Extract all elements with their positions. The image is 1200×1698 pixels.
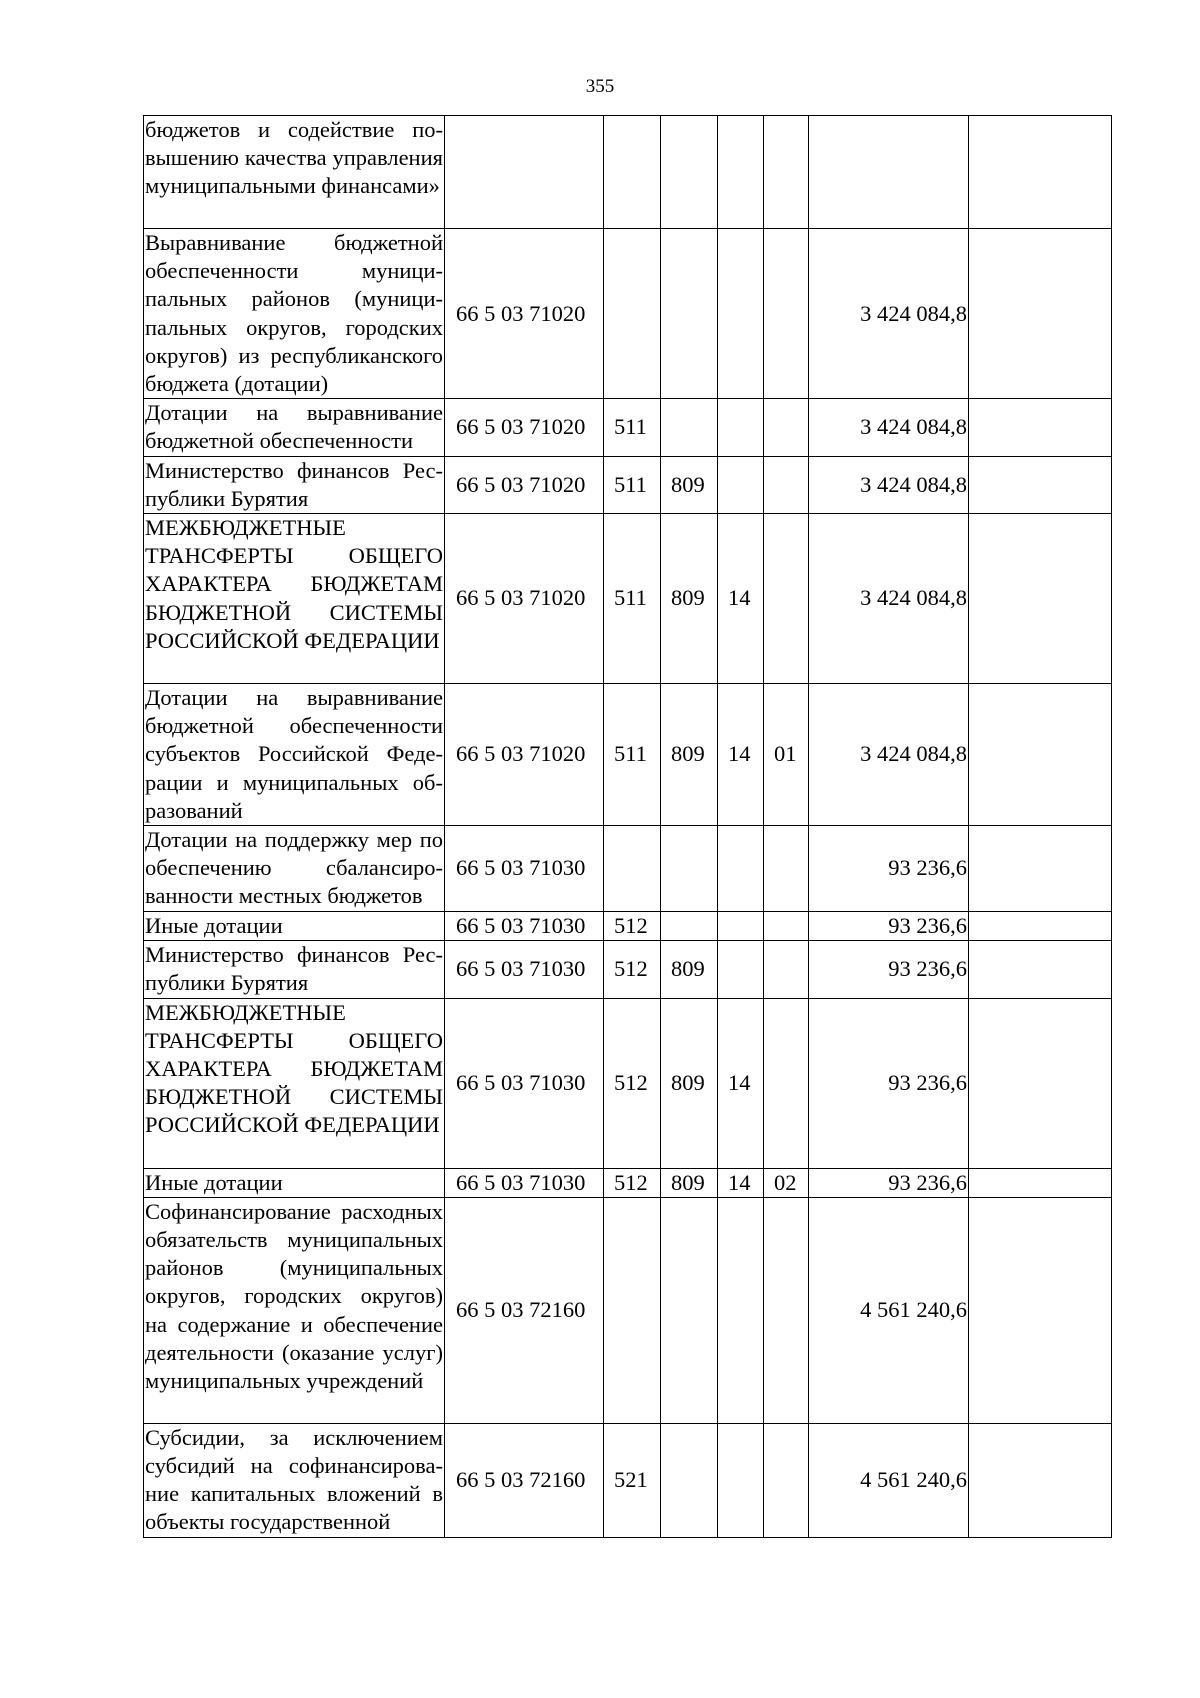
target-article-code: 66 5 03 71030 <box>445 1168 604 1197</box>
table-row <box>144 912 1112 941</box>
section-code: 14 <box>718 1168 764 1197</box>
extra-column <box>969 456 1112 513</box>
amount <box>809 116 969 229</box>
expense-type-code: 512 <box>604 941 661 998</box>
amount: 93 236,6 <box>809 998 969 1168</box>
target-article-code: 66 5 03 71020 <box>445 456 604 513</box>
table-row <box>144 399 1112 456</box>
row-name: Выравнивание бюджетной обеспеченности муниципальных районов (муниципальных округов, городских округов) из республиканского бюджета (дотации) <box>144 229 445 399</box>
expense-type-code <box>604 826 661 912</box>
expense-type-code: 511 <box>604 684 661 826</box>
extra-column <box>969 826 1112 912</box>
extra-column <box>969 1197 1112 1423</box>
amount: 3 424 084,8 <box>809 514 969 684</box>
amount: 93 236,6 <box>809 941 969 998</box>
amount: 4 561 240,6 <box>809 1423 969 1537</box>
expense-type-code: 512 <box>604 912 661 941</box>
ministry-code <box>661 1423 718 1537</box>
target-article-code: 66 5 03 71020 <box>445 684 604 826</box>
extra-column <box>969 998 1112 1168</box>
expense-type-code: 511 <box>604 514 661 684</box>
target-article-code: 66 5 03 71020 <box>445 229 604 399</box>
expense-type-code <box>604 229 661 399</box>
section-code <box>718 941 764 998</box>
extra-column <box>969 912 1112 941</box>
table-row <box>144 998 1112 1168</box>
ministry-code <box>661 116 718 229</box>
subsection-code: 02 <box>764 1168 809 1197</box>
amount: 93 236,6 <box>809 912 969 941</box>
budget-table-body <box>144 116 1112 1538</box>
subsection-code <box>764 229 809 399</box>
extra-column <box>969 1423 1112 1537</box>
amount: 93 236,6 <box>809 826 969 912</box>
section-code <box>718 456 764 513</box>
section-code <box>718 116 764 229</box>
budget-table <box>143 115 1112 1538</box>
table-row <box>144 1423 1112 1537</box>
row-name: Министерство финансов Республики Бурятия <box>144 456 445 513</box>
subsection-code <box>764 1423 809 1537</box>
ministry-code: 809 <box>661 998 718 1168</box>
extra-column <box>969 684 1112 826</box>
row-name: МЕЖБЮДЖЕТНЫЕ ТРАНСФЕРТЫ ОБЩЕГО ХАРАКТЕРА БЮДЖЕТАМ БЮДЖЕТНОЙ СИСТЕМЫ РОССИЙСКОЙ ФЕДЕРАЦИИ <box>144 514 445 684</box>
section-code: 14 <box>718 998 764 1168</box>
section-code <box>718 229 764 399</box>
target-article-code: 66 5 03 71020 <box>445 399 604 456</box>
subsection-code: 01 <box>764 684 809 826</box>
page-number: 355 <box>585 76 615 97</box>
subsection-code <box>764 116 809 229</box>
expense-type-code <box>604 1197 661 1423</box>
extra-column <box>969 941 1112 998</box>
row-name: Иные дотации <box>144 1168 445 1197</box>
extra-column <box>969 1168 1112 1197</box>
ministry-code <box>661 912 718 941</box>
table-row <box>144 116 1112 229</box>
section-code: 14 <box>718 514 764 684</box>
subsection-code <box>764 1197 809 1423</box>
subsection-code <box>764 941 809 998</box>
extra-column <box>969 399 1112 456</box>
section-code <box>718 826 764 912</box>
row-name: бюджетов и содействие повышению качества управления муниципальными финансами» <box>144 116 445 229</box>
row-name: Субсидии, за исключением субсидий на софинансирование капитальных вложений в объекты государственной <box>144 1423 445 1537</box>
section-code <box>718 399 764 456</box>
ministry-code: 809 <box>661 514 718 684</box>
table-row <box>144 514 1112 684</box>
ministry-code <box>661 826 718 912</box>
target-article-code: 66 5 03 71020 <box>445 514 604 684</box>
expense-type-code: 511 <box>604 456 661 513</box>
section-code <box>718 912 764 941</box>
amount: 4 561 240,6 <box>809 1197 969 1423</box>
section-code: 14 <box>718 684 764 826</box>
table-row <box>144 1168 1112 1197</box>
row-name: Софинансирование расходных обязательств муниципальных районов (муниципальных округов, городских округов) на содержание и обеспечение деятельности (оказание услуг) муниципальных учреждений <box>144 1197 445 1423</box>
table-row <box>144 941 1112 998</box>
ministry-code <box>661 229 718 399</box>
section-code <box>718 1423 764 1537</box>
table-row <box>144 684 1112 826</box>
section-code <box>718 1197 764 1423</box>
amount: 3 424 084,8 <box>809 399 969 456</box>
expense-type-code: 512 <box>604 1168 661 1197</box>
row-name: Дотации на поддержку мер по обеспечению сбалансированности местных бюджетов <box>144 826 445 912</box>
amount: 93 236,6 <box>809 1168 969 1197</box>
subsection-code <box>764 998 809 1168</box>
row-name: Дотации на выравнивание бюджетной обеспеченности субъектов Российской Федерации и муниципальных образований <box>144 684 445 826</box>
subsection-code <box>764 456 809 513</box>
extra-column <box>969 514 1112 684</box>
target-article-code: 66 5 03 72160 <box>445 1423 604 1537</box>
expense-type-code: 511 <box>604 399 661 456</box>
amount: 3 424 084,8 <box>809 229 969 399</box>
row-name: Дотации на выравнивание бюджетной обеспеченности <box>144 399 445 456</box>
target-article-code: 66 5 03 71030 <box>445 941 604 998</box>
expense-type-code: 521 <box>604 1423 661 1537</box>
ministry-code: 809 <box>661 941 718 998</box>
target-article-code: 66 5 03 72160 <box>445 1197 604 1423</box>
target-article-code: 66 5 03 71030 <box>445 912 604 941</box>
target-article-code: 66 5 03 71030 <box>445 998 604 1168</box>
table-row <box>144 1197 1112 1423</box>
ministry-code <box>661 1197 718 1423</box>
ministry-code: 809 <box>661 456 718 513</box>
subsection-code <box>764 826 809 912</box>
expense-type-code <box>604 116 661 229</box>
subsection-code <box>764 912 809 941</box>
ministry-code <box>661 399 718 456</box>
table-row <box>144 229 1112 399</box>
target-article-code <box>445 116 604 229</box>
extra-column <box>969 116 1112 229</box>
row-name: МЕЖБЮДЖЕТНЫЕ ТРАНСФЕРТЫ ОБЩЕГО ХАРАКТЕРА БЮДЖЕТАМ БЮДЖЕТНОЙ СИСТЕМЫ РОССИЙСКОЙ ФЕДЕРАЦИИ <box>144 998 445 1168</box>
extra-column <box>969 229 1112 399</box>
ministry-code: 809 <box>661 1168 718 1197</box>
row-name: Иные дотации <box>144 912 445 941</box>
amount: 3 424 084,8 <box>809 684 969 826</box>
table-row <box>144 456 1112 513</box>
subsection-code <box>764 399 809 456</box>
table-row <box>144 826 1112 912</box>
expense-type-code: 512 <box>604 998 661 1168</box>
target-article-code: 66 5 03 71030 <box>445 826 604 912</box>
subsection-code <box>764 514 809 684</box>
ministry-code: 809 <box>661 684 718 826</box>
amount: 3 424 084,8 <box>809 456 969 513</box>
row-name: Министерство финансов Республики Бурятия <box>144 941 445 998</box>
